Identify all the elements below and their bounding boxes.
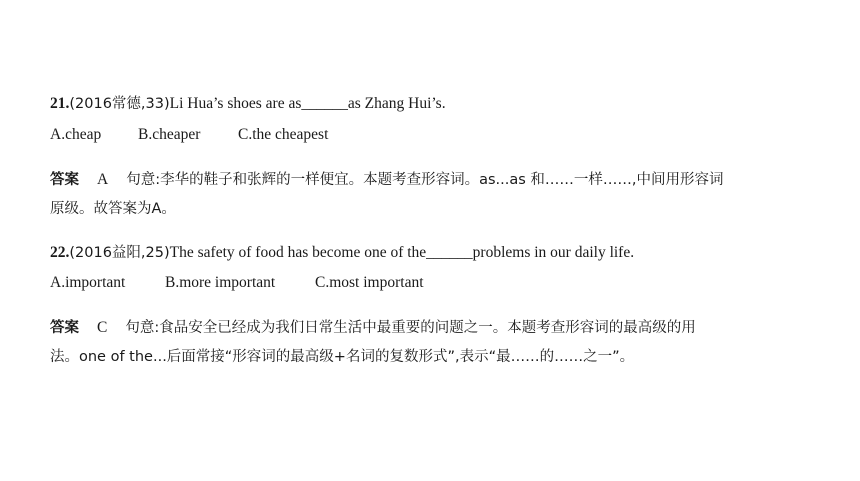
answer-21-line-2: [50, 199, 176, 219]
option-c: C.most important: [315, 274, 424, 291]
option-b: B.cheaper: [138, 126, 201, 143]
option-b: B.more important: [165, 274, 276, 291]
question-number: 22.: [50, 244, 70, 261]
question-21-stem: [50, 94, 446, 114]
option-a: A.important: [50, 274, 126, 291]
option-a: A.cheap: [50, 126, 102, 143]
answer-22-line-1: [50, 318, 696, 338]
question-text: Li Hua’s shoes are as______as Zhang Hui’s.: [169, 95, 446, 112]
question-22-stem: [50, 243, 634, 263]
answer-letter: C: [97, 319, 108, 336]
question-number: 21.: [50, 95, 70, 112]
option-c: C.the cheapest: [238, 126, 329, 143]
question-21-options: [50, 125, 328, 145]
answer-22-line-2: [50, 347, 634, 367]
answer-explanation-continued: 法。one of the...后面常接“形容词的最高级+名词的复数形式”,表示“最……的……之一”。: [50, 349, 635, 365]
question-source: (2016益阳,25): [69, 245, 170, 261]
answer-21-line-1: [50, 170, 724, 190]
question-22-options: [50, 273, 424, 293]
question-source: (2016常德,33): [69, 96, 170, 112]
answer-letter: A: [97, 171, 109, 188]
answer-explanation: 句意:食品安全已经成为我们日常生活中最重要的问题之一。本题考查形容词的最高级的用: [125, 320, 696, 336]
answer-explanation: 句意:李华的鞋子和张辉的一样便宜。本题考查形容词。as...as 和……一样……,中间用形容词: [126, 172, 724, 188]
answer-label: 答案: [50, 172, 79, 188]
answer-explanation-continued: 原级。故答案为A。: [50, 201, 176, 217]
question-text: The safety of food has become one of the______problems in our daily life.: [169, 244, 635, 261]
answer-label: 答案: [50, 320, 79, 336]
